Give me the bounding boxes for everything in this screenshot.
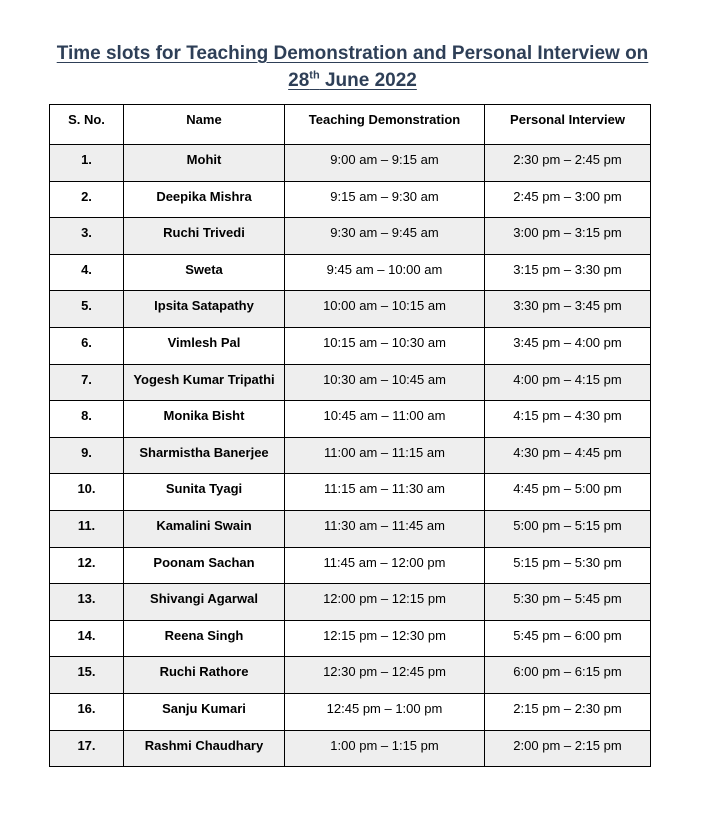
table-row — [50, 401, 651, 438]
table-row — [50, 218, 651, 255]
cell-teaching-demonstration: 10:45 am – 11:00 am — [285, 401, 485, 438]
cell-personal-interview: 2:00 pm – 2:15 pm — [485, 730, 651, 767]
table-row — [50, 437, 651, 474]
table-row — [50, 181, 651, 218]
cell-sno: 2. — [50, 181, 124, 218]
cell-sno: 16. — [50, 693, 124, 730]
cell-sno: 10. — [50, 474, 124, 511]
table-row — [50, 254, 651, 291]
cell-name: Ipsita Satapathy — [124, 291, 285, 328]
header-personal-interview: Personal Interview — [485, 105, 651, 145]
cell-name: Deepika Mishra — [124, 181, 285, 218]
title-date — [288, 70, 417, 91]
cell-personal-interview: 4:30 pm – 4:45 pm — [485, 437, 651, 474]
cell-sno: 7. — [50, 364, 124, 401]
table-header — [50, 105, 651, 145]
table-row — [50, 291, 651, 328]
title-month-year: June 2022 — [319, 70, 417, 91]
table-row — [50, 620, 651, 657]
cell-teaching-demonstration: 9:30 am – 9:45 am — [285, 218, 485, 255]
cell-name: Ruchi Rathore — [124, 657, 285, 694]
cell-teaching-demonstration: 9:15 am – 9:30 am — [285, 181, 485, 218]
cell-sno: 9. — [50, 437, 124, 474]
cell-name: Sharmistha Banerjee — [124, 437, 285, 474]
table-row — [50, 730, 651, 767]
cell-teaching-demonstration: 9:00 am – 9:15 am — [285, 145, 485, 182]
page-title — [0, 40, 705, 94]
cell-personal-interview: 3:00 pm – 3:15 pm — [485, 218, 651, 255]
cell-sno: 3. — [50, 218, 124, 255]
table-row — [50, 364, 651, 401]
cell-personal-interview: 3:30 pm – 3:45 pm — [485, 291, 651, 328]
cell-teaching-demonstration: 12:15 pm – 12:30 pm — [285, 620, 485, 657]
table-body — [50, 145, 651, 767]
cell-teaching-demonstration: 10:00 am – 10:15 am — [285, 291, 485, 328]
cell-name: Shivangi Agarwal — [124, 584, 285, 621]
header-row — [50, 105, 651, 145]
table-row — [50, 584, 651, 621]
schedule-table — [49, 104, 651, 767]
cell-sno: 17. — [50, 730, 124, 767]
cell-name: Sweta — [124, 254, 285, 291]
table-row — [50, 327, 651, 364]
cell-name: Kamalini Swain — [124, 510, 285, 547]
header-sno: S. No. — [50, 105, 124, 145]
cell-name: Mohit — [124, 145, 285, 182]
table-row — [50, 657, 651, 694]
cell-name: Vimlesh Pal — [124, 327, 285, 364]
cell-name: Ruchi Trivedi — [124, 218, 285, 255]
cell-name: Reena Singh — [124, 620, 285, 657]
cell-teaching-demonstration: 11:30 am – 11:45 am — [285, 510, 485, 547]
cell-personal-interview: 3:15 pm – 3:30 pm — [485, 254, 651, 291]
cell-personal-interview: 2:45 pm – 3:00 pm — [485, 181, 651, 218]
cell-personal-interview: 5:00 pm – 5:15 pm — [485, 510, 651, 547]
table-row — [50, 474, 651, 511]
cell-personal-interview: 4:15 pm – 4:30 pm — [485, 401, 651, 438]
cell-sno: 5. — [50, 291, 124, 328]
cell-teaching-demonstration: 1:00 pm – 1:15 pm — [285, 730, 485, 767]
title-line-1: Time slots for Teaching Demonstration and Personal Interview on — [56, 43, 649, 64]
cell-name: Sanju Kumari — [124, 693, 285, 730]
cell-personal-interview: 5:15 pm – 5:30 pm — [485, 547, 651, 584]
cell-teaching-demonstration: 12:45 pm – 1:00 pm — [285, 693, 485, 730]
table-row — [50, 510, 651, 547]
cell-sno: 11. — [50, 510, 124, 547]
cell-sno: 15. — [50, 657, 124, 694]
cell-personal-interview: 4:00 pm – 4:15 pm — [485, 364, 651, 401]
title-day-suffix: th — [309, 69, 320, 82]
cell-teaching-demonstration: 10:30 am – 10:45 am — [285, 364, 485, 401]
cell-sno: 13. — [50, 584, 124, 621]
header-teaching-demonstration: Teaching Demonstration — [285, 105, 485, 145]
cell-teaching-demonstration: 9:45 am – 10:00 am — [285, 254, 485, 291]
table-row — [50, 145, 651, 182]
cell-sno: 8. — [50, 401, 124, 438]
cell-sno: 1. — [50, 145, 124, 182]
table-row — [50, 693, 651, 730]
cell-personal-interview: 6:00 pm – 6:15 pm — [485, 657, 651, 694]
cell-name: Rashmi Chaudhary — [124, 730, 285, 767]
cell-teaching-demonstration: 11:00 am – 11:15 am — [285, 437, 485, 474]
table-row — [50, 547, 651, 584]
title-day: 28 — [288, 70, 310, 91]
cell-teaching-demonstration: 10:15 am – 10:30 am — [285, 327, 485, 364]
header-name: Name — [124, 105, 285, 145]
cell-teaching-demonstration: 12:00 pm – 12:15 pm — [285, 584, 485, 621]
cell-sno: 6. — [50, 327, 124, 364]
cell-personal-interview: 2:15 pm – 2:30 pm — [485, 693, 651, 730]
cell-personal-interview: 4:45 pm – 5:00 pm — [485, 474, 651, 511]
cell-teaching-demonstration: 12:30 pm – 12:45 pm — [285, 657, 485, 694]
cell-teaching-demonstration: 11:15 am – 11:30 am — [285, 474, 485, 511]
cell-name: Poonam Sachan — [124, 547, 285, 584]
cell-sno: 4. — [50, 254, 124, 291]
cell-sno: 14. — [50, 620, 124, 657]
cell-name: Sunita Tyagi — [124, 474, 285, 511]
cell-name: Yogesh Kumar Tripathi — [124, 364, 285, 401]
cell-sno: 12. — [50, 547, 124, 584]
cell-personal-interview: 3:45 pm – 4:00 pm — [485, 327, 651, 364]
cell-personal-interview: 5:45 pm – 6:00 pm — [485, 620, 651, 657]
cell-teaching-demonstration: 11:45 am – 12:00 pm — [285, 547, 485, 584]
cell-name: Monika Bisht — [124, 401, 285, 438]
cell-personal-interview: 5:30 pm – 5:45 pm — [485, 584, 651, 621]
cell-personal-interview: 2:30 pm – 2:45 pm — [485, 145, 651, 182]
